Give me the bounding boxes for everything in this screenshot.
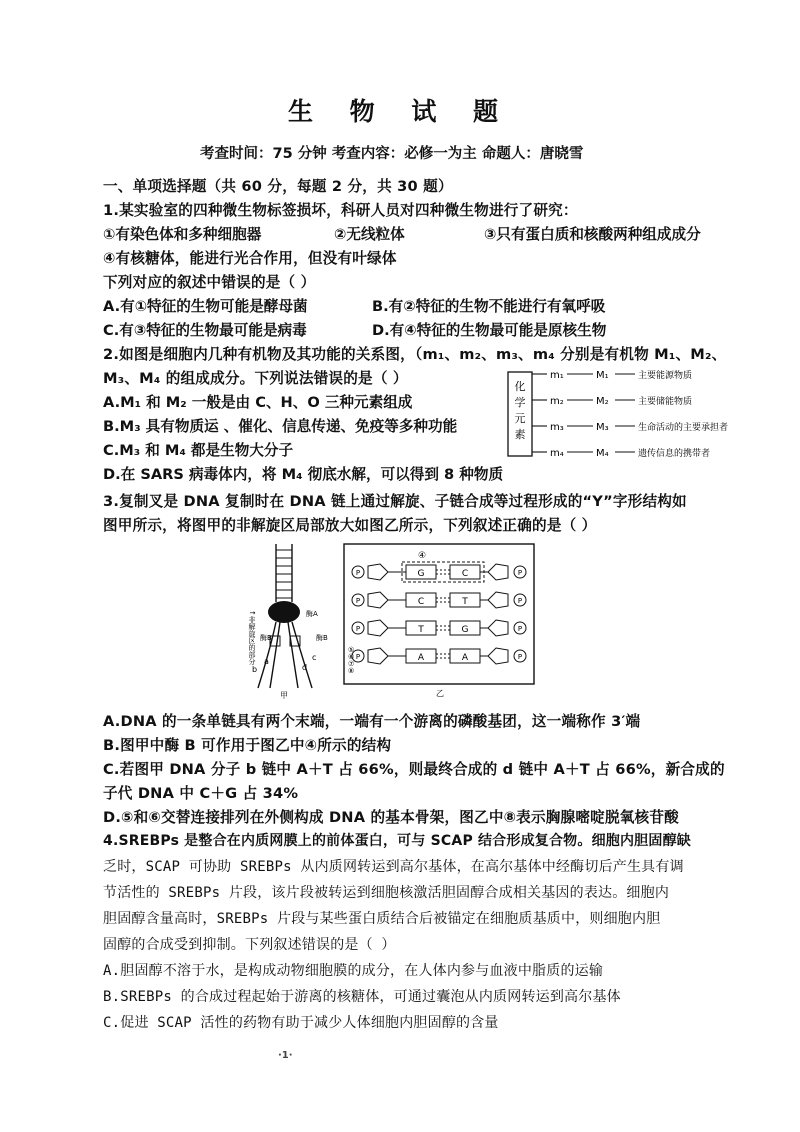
- diagram-function-label: 生命活动的主要承担者: [638, 423, 729, 433]
- q4-option-a: A.胆固醇不溶于水，是构成动物细胞膜的成分，在人体内参与血液中脂质的运输: [103, 963, 604, 979]
- sugar-left: [368, 620, 388, 636]
- q1-option-a: A.有①特征的生物可能是酵母菌: [103, 298, 308, 315]
- fig1-caption: 甲: [280, 691, 288, 700]
- base-left-label: A: [417, 653, 425, 663]
- q4-stem-2: 乏时，SCAP 可协助 SREBPs 从内质网转运到高尔基体，在高尔基体中经酶切后产生具有调: [103, 859, 684, 875]
- q2-diagram: [505, 366, 775, 466]
- q1-ask: 下列对应的叙述中错误的是（ ）: [103, 274, 316, 291]
- phosphate-right-label: P: [517, 569, 523, 577]
- sugar-right: [488, 648, 508, 664]
- fig1-enzyme-b-right: 酶B: [316, 634, 328, 642]
- sugar-right: [488, 564, 508, 580]
- q2-option-d: D.在 SARS 病毒体内，将 M₄ 彻底水解，可以得到 8 种物质: [103, 466, 504, 483]
- fig2-number-label: ⑥: [348, 653, 355, 661]
- sugar-right: [488, 620, 508, 636]
- q3-option-c-1: C.若图甲 DNA 分子 b 链中 A＋T 占 66%，则最终合成的 d 链中 A＋T 占 66%，新合成的: [103, 761, 725, 778]
- figure-jia: [240, 540, 340, 700]
- phosphate-left-label: P: [355, 569, 361, 577]
- element-box-char-4: 素: [514, 428, 526, 441]
- fig2-number-label: ⑤: [348, 646, 355, 654]
- q3-option-c-2: 子代 DNA 中 C＋G 占 34%: [103, 785, 299, 802]
- phosphate-left-label: P: [355, 597, 361, 605]
- exam-meta: 考查时间：75 分钟 考查内容：必修一为主 命题人：唐晓雪: [200, 146, 584, 162]
- page-footer: ·1·: [278, 1050, 293, 1061]
- fig2-number-label: ⑦: [348, 660, 355, 668]
- base-right-label: A: [461, 653, 469, 663]
- base-right-label: T: [462, 597, 468, 607]
- q4-option-c: C.促进 SCAP 活性的药物有助于减少人体细胞内胆固醇的含量: [103, 1015, 499, 1031]
- fig2-caption: 乙: [436, 689, 444, 698]
- fig1-strand-d: d: [302, 663, 308, 672]
- fig1-strand-c2: c: [312, 653, 317, 662]
- phosphate-left-label: P: [355, 625, 361, 633]
- base-right-label: C: [461, 569, 469, 579]
- fig2-number-label: ⑧: [348, 667, 355, 675]
- enzyme-a-blob: [268, 601, 300, 623]
- q4-stem-5: 固醇的合成受到抑制。下列叙述错误的是（ ）: [103, 937, 396, 953]
- q2-option-b: B.M₃ 具有物质运 、催化、信息传递、免疫等多种功能: [103, 418, 458, 435]
- element-box-char-3: 元: [514, 412, 526, 425]
- q1-feature-1: ①有染色体和多种细胞器: [103, 226, 262, 243]
- q3-option-d: D.⑤和⑥交替连接排列在外侧构成 DNA 的基本骨架，图乙中⑧表示胸腺嘧啶脱氧核苷酸: [103, 809, 679, 826]
- diagram-M-label: M₃: [596, 422, 609, 433]
- diagram-m-label: m₄: [550, 448, 564, 459]
- diagram-m-label: m₃: [550, 422, 564, 433]
- diagram-m-label: m₂: [550, 396, 564, 407]
- q1-feature-2: ②无线粒体: [334, 226, 405, 243]
- diagram-M-label: M₄: [596, 448, 609, 459]
- fig1-side-label: ↑非解旋区的部分: [248, 610, 256, 665]
- phosphate-right-label: P: [517, 625, 523, 633]
- fig1-strand-c: a: [264, 657, 269, 666]
- q3-stem-2: 图甲所示，将图甲的非解旋区局部放大如图乙所示，下列叙述正确的是（ ）: [103, 517, 597, 534]
- q1-feature-4: ④有核糖体，能进行光合作用，但没有叶绿体: [103, 250, 397, 267]
- q2-stem-2: M₃、M₄ 的组成成分。下列说法错误的是（ ）: [103, 370, 408, 387]
- fig1-enzyme-b: 酶B: [260, 634, 272, 642]
- element-box-char-2: 学: [514, 396, 526, 409]
- sugar-left: [368, 648, 388, 664]
- q2-option-c: C.M₃ 和 M₄ 都是生物大分子: [103, 442, 294, 459]
- q4-stem-4: 胆固醇含量高时，SREBPs 片段与某些蛋白质结合后被锚定在细胞质基质中，则细胞内胆: [103, 911, 661, 927]
- phosphate-left-label: P: [355, 653, 361, 661]
- diagram-function-label: 遗传信息的携带者: [638, 449, 711, 459]
- q4-stem-1: 4.SREBPs 是整合在内质网膜上的前体蛋白，可与 SCAP 结合形成复合物。细胞内胆固醇缺: [103, 833, 691, 849]
- structure-4-label: ④: [418, 551, 427, 561]
- base-left-label: T: [418, 625, 424, 635]
- base-left-label: C: [417, 597, 425, 607]
- diagram-function-label: 主要能源物质: [638, 371, 693, 381]
- base-right-label: G: [461, 625, 469, 635]
- q2-option-a: A.M₁ 和 M₂ 一般是由 C、H、O 三种元素组成: [103, 394, 413, 411]
- q2-stem-1: 2.如图是细胞内几种有机物及其功能的关系图，（m₁、m₂、m₃、m₄ 分别是有机物 M₁、M₂、: [103, 346, 727, 363]
- q1-option-d: D.有④特征的生物最可能是原核生物: [372, 322, 607, 339]
- page-title: 生 物 试 题: [287, 97, 513, 126]
- diagram-m-label: m₁: [550, 370, 564, 381]
- figure-yi: [340, 540, 545, 700]
- q1-feature-3: ③只有蛋白质和核酸两种组成成分: [484, 226, 701, 243]
- diagram-M-label: M₂: [596, 396, 609, 407]
- element-box-char-1: 化: [514, 380, 526, 393]
- q3-option-a: A.DNA 的一条单链具有两个末端，一端有一个游离的磷酸基团，这一端称作 3′端: [103, 713, 641, 730]
- phosphate-right-label: P: [517, 597, 523, 605]
- q1-option-c: C.有③特征的生物最可能是病毒: [103, 322, 307, 339]
- sugar-left: [368, 592, 388, 608]
- diagram-function-label: 主要储能物质: [638, 397, 693, 407]
- q4-stem-3: 节活性的 SREBPs 片段，该片段被转运到细胞核激活胆固醇合成相关基因的表达。细胞内: [103, 885, 670, 901]
- q3-stem-1: 3.复制叉是 DNA 复制时在 DNA 链上通过解旋、子链合成等过程形成的“Y”字形结构如: [103, 493, 687, 510]
- section-heading: 一、单项选择题（共 60 分，每题 2 分，共 30 题）: [103, 178, 453, 195]
- phosphate-right-label: P: [517, 653, 523, 661]
- sugar-right: [488, 592, 508, 608]
- diagram-M-label: M₁: [596, 370, 609, 381]
- fig1-strand-a: b: [252, 665, 258, 674]
- fig1-enzyme-a: 酶A: [306, 610, 318, 618]
- q1-stem: 1.某实验室的四种微生物标签损坏，科研人员对四种微生物进行了研究：: [103, 202, 578, 219]
- q1-option-b: B.有②特征的生物不能进行有氧呼吸: [372, 298, 606, 315]
- q3-option-b: B.图甲中酶 B 可作用于图乙中④所示的结构: [103, 737, 392, 754]
- q4-option-b: B.SREBPs 的合成过程起始于游离的核糖体，可通过囊泡从内质网转运到高尔基体: [103, 989, 621, 1005]
- sugar-left: [368, 564, 388, 580]
- base-left-label: G: [417, 569, 425, 579]
